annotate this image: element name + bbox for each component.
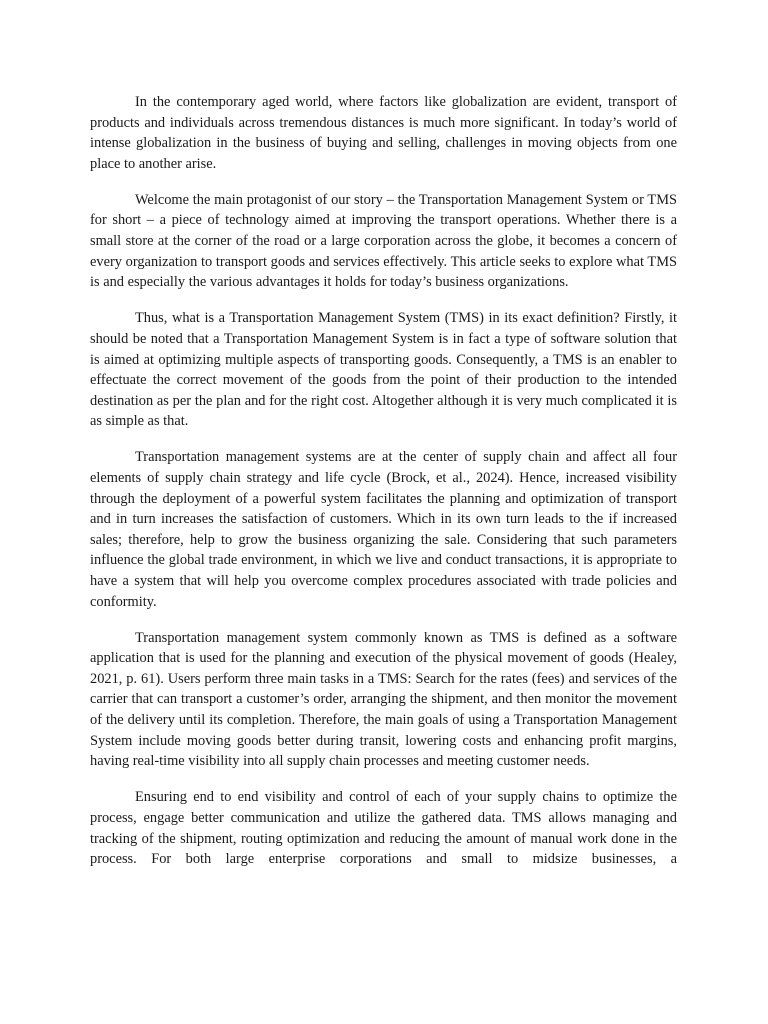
paragraph-visibility: Ensuring end to end visibility and control of each of your supply chains to optimize the process, engage better communication and utilize the gathered data. TMS allows managing and tracking of the shipment, routing optimization and reducing the amount of manual work done in the process. For both large enterprise corporations and small to midsize businesses, a bbox=[90, 789, 677, 868]
paragraph-tms-tasks: Transportation management system commonly known as TMS is defined as a software application that is used for the planning and execution of the physical movement of goods (Healey, 2021, p. 61). Users perform three main tasks in a TMS: Search for the rates (fees) and services of the carrier that can transport a customer’s order, arranging the shipment, and then monitor the movement of the delivery until its completion. Therefore, the main goals of using a Transportation Management System include moving goods better during transit, lowering costs and enhancing profit margins, having real-time visibility into all supply chain processes and meeting customer needs. bbox=[90, 629, 677, 770]
paragraph-definition: Thus, what is a Transportation Management System (TMS) in its exact definition? Firstly, it should be noted that a Transportation Management System is in fact a type of software solution that is aimed at optimizing multiple aspects of transporting goods. Consequently, a TMS is an enabler to effectuate the correct movement of the goods from the point of their production to the intended destination as per the plan and for the right cost. Altogether although it is very much complicated it is as simple as that. bbox=[90, 310, 677, 430]
paragraph-supply-chain: Transportation management systems are at the center of supply chain and affect all four elements of supply chain strategy and life cycle (Brock, et al., 2024). Hence, increased visibility through the deployment of a powerful system facilitates the planning and optimization of transport and in turn increases the satisfaction of customers. Which in its own turn leads to the if increased sales; therefore, help to grow the business organizing the sale. Considering that such parameters influence the global trade environment, in which we live and conduct transactions, it is appropriate to have a system that will help you overcome complex procedures associated with trade policies and conformity. bbox=[90, 449, 677, 610]
paragraph-intro: In the contemporary aged world, where factors like globalization are evident, transport of products and individuals across tremendous distances is much more significant. In today’s world of intense globalization in the business of buying and selling, challenges in moving objects from one place to another arise. bbox=[90, 94, 677, 172]
document-page bbox=[90, 92, 677, 885]
paragraph-protagonist: Welcome the main protagonist of our story – the Transportation Management System or TMS for short – a piece of technology aimed at improving the transport operations. Whether there is a small store at the corner of the road or a large corporation across the globe, it becomes a concern of every organization to transport goods and services effectively. This article seeks to explore what TMS is and especially the various advantages it holds for today’s business organizations. bbox=[90, 191, 677, 291]
